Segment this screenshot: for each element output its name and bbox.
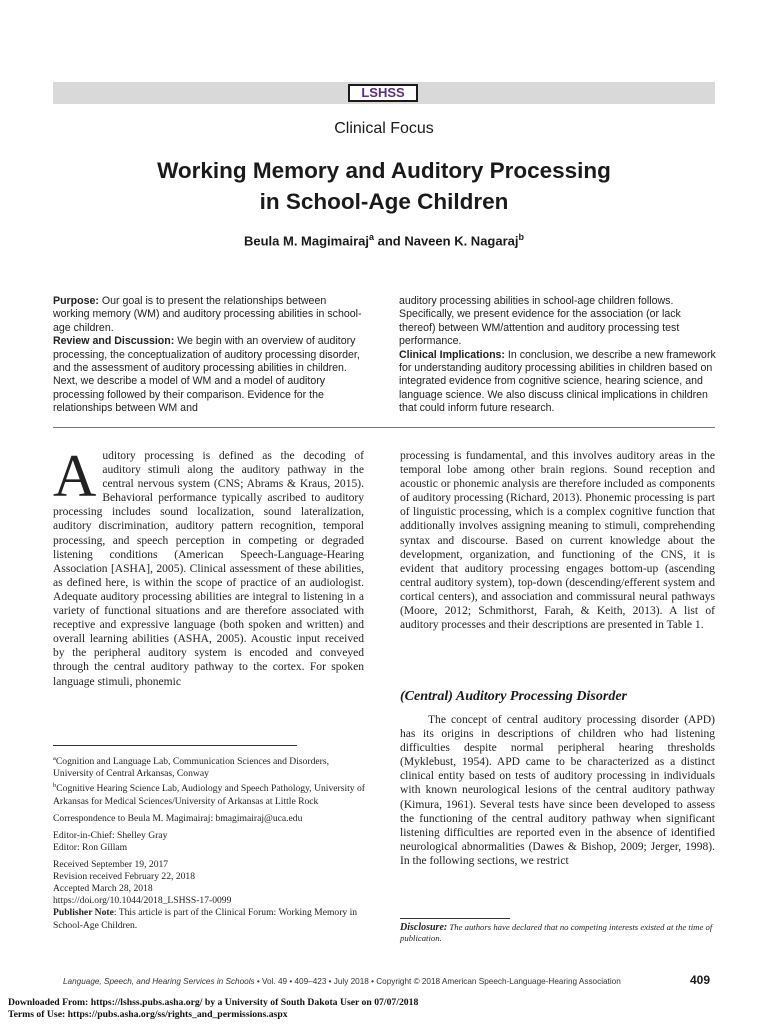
intro-paragraph: uditory processing is defined as the decoding of auditory stimuli along the auditory pathway in the central nervous system (CNS; Abrams & Kraus, 2015). Behavioral performance typically ascribed to auditory processing includes sound localization, sound lateralization, auditory discrimination, auditory pattern recognition, temporal processing, and speech perception in competing or degraded listening conditions (American Speech-Language-Hearing Association [ASHA], 2005). Clinical assessment of these abilities, as defined here, is within the scope of practice of an audiologist. Adequate auditory processing abilities are integral to listening in a variety of functional situations and are therefore associated with receptive and expressive language (both spoken and written) and overall learning abilities (ASHA, 2005). Acoustic input received by the peripheral auditory system is encoded and conveyed through the central auditory pathway to the cortex. For spoken language stimuli, phonemic bbox=[53, 450, 364, 688]
title-line-2: in School-Age Children bbox=[259, 189, 509, 214]
section-label: Clinical Focus bbox=[334, 120, 434, 137]
footer-journal: Language, Speech, and Hearing Services in Schools bbox=[63, 977, 255, 986]
terms-line[interactable]: Terms of Use: https://pubs.asha.org/ss/rights_and_permissions.aspx bbox=[8, 1008, 288, 1020]
author-2: Naveen K. Nagaraj bbox=[404, 233, 519, 249]
received-date: Received September 19, 2017 bbox=[53, 859, 169, 871]
implications-label: Clinical Implications: bbox=[399, 348, 505, 361]
disclosure-divider bbox=[400, 918, 510, 919]
article-title bbox=[60, 155, 708, 217]
download-line[interactable]: Downloaded From: https://lshss.pubs.asha.org/ by a University of South Dakota User on 07/07/2018 bbox=[8, 997, 419, 1008]
accepted-date: Accepted March 28, 2018 bbox=[53, 883, 153, 895]
correspondence: Correspondence to Beula M. Magimairaj: bmagimairaj@uca.edu bbox=[53, 812, 303, 824]
affiliation-b: $^b$Cognitive Hearing Science Lab, Audiology and Speech Pathology, University of Arkansas for Medical Sciences/University of Arkansas at Little Rock bbox=[53, 782, 365, 807]
page-number: 409 bbox=[690, 973, 711, 987]
section-heading: (Central) Auditory Processing Disorder bbox=[400, 689, 627, 704]
purpose-label: Purpose: bbox=[53, 295, 99, 307]
author-1: Beula M. Magimairaj bbox=[243, 233, 369, 249]
review-text-continued: auditory processing abilities in school-age children follows. Specifically, we present evidence for the association (or lack thereof) between WM/attention and auditory processing test performance. bbox=[399, 295, 681, 348]
purpose-text: Our goal is to present the relationships between working memory (WM) and auditory processing abilities in school-age children. bbox=[53, 295, 362, 334]
editor-in-chief: Editor-in-Chief: Shelley Gray bbox=[53, 829, 168, 841]
apd-paragraph: The concept of central auditory processing disorder (APD) has its origins in descriptions of children who had listening difficulties despite normal peripheral hearing thresholds (Myklebust, 1954). APD came to be characterized as a distinct clinical entity based on tests of auditory processing in individuals with known neurological lesions of the central auditory pathway (Kimura, 1961). Several tests have since been developed to assess the functioning of the central auditory pathway when significant listening difficulties are reported even in the absence of identified neurological abnormalities (Dawes & Bishop, 2009; Jerger, 1998). In the following sections, we restrict bbox=[400, 714, 715, 867]
body-left-column bbox=[53, 443, 364, 689]
doi-link[interactable]: https://doi.org/10.1044/2018_LSHSS-17-0099 bbox=[53, 895, 232, 907]
author-conjunction: and bbox=[373, 233, 405, 249]
author-1-affiliation: a bbox=[368, 232, 374, 242]
apd-section-text bbox=[400, 713, 715, 868]
review-text: We begin with an overview of auditory processing, the conceptualization of auditory processing disorder, and the assessment of auditory processing abilities in children. Next, we describe a model of WM and a model of auditory processing followed by their comparison. Evidence for the relationships between WM and bbox=[53, 335, 360, 415]
drop-cap: A bbox=[53, 443, 97, 509]
footer-info: • Vol. 49 • 409–423 • July 2018 • Copyright © 2018 American Speech-Language-Hearing Association bbox=[254, 977, 621, 986]
intro-paragraph-continued: processing is fundamental, and this involves auditory areas in the temporal lobe among other brain regions. Sound reception and acoustic or phonemic analysis are therefore included as components of auditory processing (Richard, 2013). Phonemic processing is part of linguistic processing, which is a complex cognitive function that additionally involves assigning meaning to stimuli, comprehending syntax and discourse. Based on current knowledge about the development, organization, and functioning of the CNS, it is evident that auditory processing engages bottom-up (ascending central auditory system), top-down (descending/efferent system and cortical centers), and association and commissural neural pathways (Moore, 2012; Schmithorst, Farah, & Keith, 2013). A list of auditory processes and their descriptions are presented in Table 1. bbox=[400, 450, 715, 632]
disclosure-label: Disclosure: bbox=[400, 922, 448, 933]
footnotes bbox=[53, 753, 365, 932]
revision-date: Revision received February 22, 2018 bbox=[53, 871, 196, 883]
abstract-divider bbox=[53, 427, 715, 428]
footnote-divider bbox=[53, 745, 297, 746]
review-label: Review and Discussion: bbox=[53, 335, 175, 348]
affiliation-a: $^a$Cognition and Language Lab, Communication Sciences and Disorders, University of Central Arkansas, Conway bbox=[53, 755, 329, 780]
implications-text: In conclusion, we describe a new framework for understanding auditory processing abilities in children based on integrated evidence from cognitive science, hearing science, and language science. We also discuss clinical implications in children that could inform future research. bbox=[399, 348, 716, 415]
publisher-note: Publisher Note: This article is part of the Clinical Forum: Working Memory in School-Age Children. bbox=[53, 907, 358, 931]
body-right-column bbox=[400, 449, 715, 632]
journal-badge: LSHSS bbox=[348, 84, 418, 102]
title-line-1: Working Memory and Auditory Processing bbox=[157, 158, 611, 183]
abstract-left-column bbox=[53, 295, 365, 416]
page-footer bbox=[63, 977, 683, 986]
disclosure bbox=[400, 922, 717, 944]
download-notice bbox=[8, 997, 418, 1020]
editor: Editor: Ron Gillam bbox=[53, 841, 128, 853]
author-2-affiliation: b bbox=[518, 232, 524, 242]
author-list bbox=[0, 232, 768, 248]
abstract-right-column bbox=[399, 295, 717, 416]
disclosure-text: The authors have declared that no competing interests existed at the time of publication. bbox=[400, 922, 713, 943]
